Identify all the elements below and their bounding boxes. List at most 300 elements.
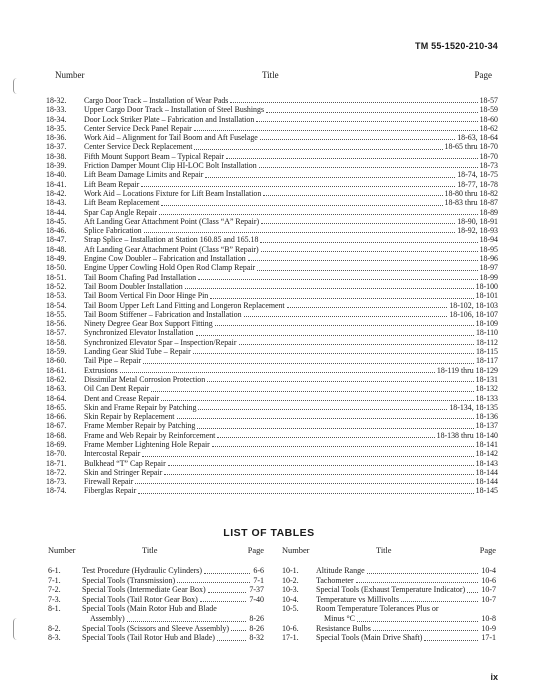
- figure-number: 18-49.: [46, 254, 67, 264]
- table-entry: [48, 624, 264, 634]
- tables-column-left: [48, 546, 264, 643]
- dot-leader: [205, 177, 455, 178]
- figure-page: 18-83 thru 18-87: [444, 198, 498, 208]
- figure-entry: [46, 273, 498, 282]
- figure-entry: [46, 384, 498, 393]
- figure-number: 18-58.: [46, 337, 67, 347]
- table-number: 7-2.: [48, 585, 61, 595]
- table-entry: [282, 633, 496, 643]
- figure-title: Fifth Mount Support Beam – Typical Repair: [84, 151, 225, 161]
- figure-entry: [46, 328, 498, 337]
- dot-leader: [239, 344, 474, 345]
- figure-page: 18-65 thru 18-70: [444, 142, 498, 152]
- figure-title: Work Aid – Locations Fixture for Lift Beam Installation: [84, 188, 262, 198]
- table-number: 7-3.: [48, 594, 61, 604]
- dot-leader: [217, 640, 246, 641]
- tables-right-title-header: Title: [376, 546, 392, 555]
- figure-title: Lift Beam Repair: [84, 179, 140, 189]
- dot-leader: [230, 102, 477, 103]
- figure-title: Cargo Door Track – Installation of Wear Pads: [84, 96, 229, 105]
- tables-left-header: [48, 546, 264, 558]
- figure-number: 18-69.: [46, 439, 67, 449]
- figure-number: 18-35.: [46, 123, 67, 133]
- figure-title: Dent and Crease Repair: [84, 393, 160, 403]
- figure-page: 18-89: [479, 207, 498, 217]
- table-title: Special Tools (Main Drive Shaft): [316, 633, 423, 643]
- dot-leader: [142, 456, 473, 457]
- table-number: 17-1.: [282, 633, 299, 643]
- figure-number: 18-41.: [46, 179, 67, 189]
- figure-entry: [46, 115, 498, 124]
- table-title-line: [82, 633, 264, 643]
- figure-page: 18-133: [475, 393, 498, 403]
- table-title-continuation-line: [316, 614, 496, 624]
- table-title: Special Tools (Intermediate Gear Box): [82, 585, 206, 595]
- table-page: 8-26: [249, 613, 264, 623]
- figure-title: Tail Boom Upper Left Land Fitting and Longeron Replacement: [84, 300, 285, 310]
- figure-title: Door Lock Striker Plate – Fabrication and Installation: [84, 114, 255, 124]
- dot-leader: [260, 242, 477, 243]
- figure-title: Dissimilar Metal Corrosion Protection: [84, 374, 206, 384]
- figure-page: 18-101: [475, 291, 498, 301]
- figure-page: 18-115: [475, 347, 498, 357]
- dot-leader: [144, 232, 456, 233]
- column-header-title: Title: [262, 70, 279, 80]
- figure-number: 18-61.: [46, 365, 67, 375]
- table-page: 10-9: [481, 623, 496, 633]
- table-title-line: [316, 624, 496, 634]
- binding-mark-top: [13, 78, 20, 94]
- table-title-line: [82, 624, 264, 634]
- dot-leader: [210, 298, 473, 299]
- figure-number: 18-34.: [46, 114, 67, 124]
- figure-page: 18-106, 18-107: [449, 309, 498, 319]
- figure-title: Work Aid – Alignment for Tail Boom and Aft Fuselage: [84, 133, 258, 143]
- table-title: Test Procedure (Hydraulic Cylinders): [82, 566, 203, 575]
- figure-page: 18-96: [479, 254, 498, 264]
- figure-number: 18-62.: [46, 374, 67, 384]
- figure-page: 18-138 thru 18-140: [436, 430, 498, 440]
- dot-leader: [261, 223, 455, 224]
- table-page: 6-6: [253, 566, 264, 575]
- figure-title: Tail Pipe – Repair: [84, 356, 142, 366]
- binding-mark-bottom: [13, 618, 20, 640]
- figure-title: Engine Upper Cowling Hold Open Rod Clamp Repair: [84, 263, 256, 273]
- dot-leader: [259, 167, 478, 168]
- figure-entry: [46, 310, 498, 319]
- figure-number: 18-66.: [46, 412, 67, 422]
- list-of-tables-heading: LIST OF TABLES: [223, 527, 315, 539]
- dot-leader: [287, 307, 448, 308]
- table-title-block: [316, 604, 496, 623]
- dot-leader: [231, 630, 246, 631]
- table-entry: [48, 566, 264, 576]
- figure-page: 18-112: [475, 337, 498, 347]
- dot-leader: [200, 601, 247, 602]
- dot-leader: [215, 325, 474, 326]
- table-page: 8-32: [249, 633, 264, 643]
- figure-number: 18-36.: [46, 133, 67, 143]
- dot-leader: [177, 418, 474, 419]
- table-page: 7-37: [249, 585, 264, 595]
- figure-title: Synchronized Elevator Installation: [84, 328, 194, 338]
- table-title-continuation-line: [82, 614, 264, 624]
- figure-page: 18-131: [475, 374, 498, 384]
- document-id: TM 55-1520-210-34: [415, 41, 498, 51]
- figure-number: 18-46.: [46, 226, 67, 236]
- figure-title: Tail Boom Vertical Fin Door Hinge Pin: [84, 291, 209, 301]
- figure-number: 18-54.: [46, 300, 67, 310]
- figure-number: 18-38.: [46, 151, 67, 161]
- table-page: 7-1: [253, 575, 264, 585]
- figure-number: 18-32.: [46, 96, 67, 105]
- figure-number: 18-73.: [46, 477, 67, 487]
- figure-number: 18-63.: [46, 384, 67, 394]
- table-title-continuation: Minus °C: [324, 613, 355, 623]
- figure-entry: [46, 198, 498, 207]
- dot-leader: [197, 428, 473, 429]
- figure-title: Tail Boom Stiffener – Fabrication and Installation: [84, 309, 242, 319]
- figure-page: 18-132: [475, 384, 498, 394]
- figure-number: 18-57.: [46, 328, 67, 338]
- figure-number: 18-33.: [46, 105, 67, 115]
- figure-number: 18-70.: [46, 449, 67, 459]
- table-title-line: [82, 576, 264, 586]
- dot-leader: [135, 483, 473, 484]
- table-number: 8-3.: [48, 633, 61, 643]
- figure-page: 18-73: [479, 161, 498, 171]
- figure-entry: [46, 133, 498, 142]
- figure-page: 18-63, 18-64: [457, 133, 498, 143]
- figure-number: 18-65.: [46, 402, 67, 412]
- table-title-line: [316, 595, 496, 605]
- figure-entry: [46, 459, 498, 468]
- figure-title: Aft Landing Gear Attachment Point (Class “A” Repair): [84, 216, 260, 226]
- page-folio: ix: [490, 672, 498, 682]
- table-number: 10-1.: [282, 566, 299, 575]
- figure-page: 18-136: [475, 412, 498, 422]
- figure-entry: [46, 152, 498, 161]
- table-title-block: [82, 604, 264, 623]
- figure-title: Frame Member Lightening Hole Repair: [84, 439, 210, 449]
- figure-entry: [46, 440, 498, 449]
- dot-leader: [357, 621, 478, 622]
- dot-leader: [226, 158, 478, 159]
- figure-entry: [46, 356, 498, 365]
- dot-leader: [266, 112, 478, 113]
- table-title-line: [316, 566, 496, 576]
- table-number: 7-1.: [48, 575, 61, 585]
- figure-entry: [46, 347, 498, 356]
- figure-title: Extrusions: [84, 365, 118, 375]
- dot-leader: [161, 205, 442, 206]
- table-title: Resistance Bulbs: [316, 623, 371, 633]
- figure-entry: [46, 486, 498, 495]
- figure-number: 18-50.: [46, 263, 67, 273]
- figure-number: 18-53.: [46, 291, 67, 301]
- figure-entry: [46, 254, 498, 263]
- figure-title: Bulkhead “T” Cap Repair: [84, 458, 166, 468]
- table-number: 6-1.: [48, 566, 61, 575]
- figure-entry: [46, 161, 498, 170]
- dot-leader: [193, 353, 474, 354]
- figure-page: 18-142: [475, 449, 498, 459]
- figure-page: 18-141: [475, 439, 498, 449]
- figure-title: Splice Fabrication: [84, 226, 142, 236]
- figure-number: 18-71.: [46, 458, 67, 468]
- dot-leader: [467, 592, 478, 593]
- dot-leader: [356, 582, 479, 583]
- figure-title: Firewall Repair: [84, 477, 134, 487]
- figure-entry: [46, 412, 498, 421]
- dot-leader: [217, 437, 434, 438]
- figure-title: Friction Damper Mount Clip HI-LOC Bolt Installation: [84, 161, 257, 171]
- table-title-line: [82, 566, 264, 576]
- figure-number: 18-44.: [46, 207, 67, 217]
- figure-entry: [46, 217, 498, 226]
- figure-page: 18-92, 18-93: [457, 226, 498, 236]
- figure-title: Landing Gear Skid Tube – Repair: [84, 347, 191, 357]
- table-number: 8-1.: [48, 604, 61, 614]
- figure-page: 18-62: [479, 123, 498, 133]
- column-header-number: Number: [55, 70, 85, 80]
- dot-leader: [194, 130, 478, 131]
- figure-entry: [46, 291, 498, 300]
- figure-title: Center Service Deck Panel Repair: [84, 123, 192, 133]
- figure-title: Lift Beam Replacement: [84, 198, 160, 208]
- figure-title: Strap Splice – Installation at Station 160.85 and 165.18: [84, 235, 259, 245]
- figure-entry: [46, 394, 498, 403]
- figure-page: 18-59: [479, 105, 498, 115]
- dot-leader: [248, 260, 478, 261]
- figure-entry: [46, 421, 498, 430]
- dot-leader: [127, 621, 247, 622]
- table-entry: [282, 585, 496, 595]
- figure-entry: [46, 180, 498, 189]
- dot-leader: [401, 601, 478, 602]
- figure-entry: [46, 431, 498, 440]
- figure-page: 18-74, 18-75: [457, 170, 498, 180]
- figure-number: 18-40.: [46, 170, 67, 180]
- dot-leader: [204, 573, 250, 574]
- table-title: Special Tools (Tail Rotor Gear Box): [82, 594, 198, 604]
- figure-title: Spar Cap Angle Repair: [84, 207, 157, 217]
- dot-leader: [244, 316, 448, 317]
- figure-page: 18-134, 18-135: [449, 402, 498, 412]
- figure-page: 18-77, 18-78: [457, 179, 498, 189]
- table-page: 10-8: [481, 613, 496, 623]
- table-title: Special Tools (Tail Rotor Hub and Blade): [82, 633, 215, 643]
- figure-page: 18-57: [479, 96, 498, 105]
- table-title-line: [316, 576, 496, 586]
- figure-title: Skin and Stringer Repair: [84, 467, 163, 477]
- figure-title: Oil Can Dent Repair: [84, 384, 150, 394]
- figure-number: 18-39.: [46, 161, 67, 171]
- tables-right-number-header: Number: [282, 546, 310, 555]
- dot-leader: [159, 214, 478, 215]
- figure-title: Tail Boom Doubler Installation: [84, 281, 183, 291]
- list-of-figures: [46, 96, 498, 496]
- table-title: Room Temperature Tolerances Plus or: [316, 604, 439, 614]
- table-title-line: [82, 595, 264, 605]
- figure-page: 18-97: [479, 263, 498, 273]
- figure-number: 18-45.: [46, 216, 67, 226]
- table-title: Special Tools (Transmission): [82, 575, 176, 585]
- table-number: 8-2.: [48, 623, 61, 633]
- dot-leader: [151, 391, 474, 392]
- figure-title: Ninety Degree Gear Box Support Fitting: [84, 319, 213, 329]
- table-page: 10-7: [481, 594, 496, 604]
- figure-page: 18-70: [479, 151, 498, 161]
- figure-title: Aft Landing Gear Attachment Point (Class “B” Repair): [84, 244, 259, 254]
- figure-entry: [46, 245, 498, 254]
- tables-left-number-header: Number: [48, 546, 76, 555]
- table-number: 10-6.: [282, 623, 299, 633]
- figure-page: 18-144: [475, 467, 498, 477]
- figure-entry: [46, 468, 498, 477]
- dot-leader: [208, 592, 247, 593]
- figure-entry: [46, 319, 498, 328]
- figure-number: 18-47.: [46, 235, 67, 245]
- dot-leader: [194, 149, 442, 150]
- dot-leader: [138, 493, 473, 494]
- table-page: 10-6: [481, 575, 496, 585]
- figure-page: 18-117: [475, 356, 498, 366]
- figure-number: 18-59.: [46, 347, 67, 357]
- figure-number: 18-64.: [46, 393, 67, 403]
- figure-entry: [46, 124, 498, 133]
- dot-leader: [207, 381, 473, 382]
- figure-entry: [46, 366, 498, 375]
- figure-number: 18-48.: [46, 244, 67, 254]
- figure-number: 18-67.: [46, 421, 67, 431]
- figure-page: 18-60: [479, 114, 498, 124]
- figure-number: 18-42.: [46, 188, 67, 198]
- figure-entry: [46, 189, 498, 198]
- figure-number: 18-72.: [46, 467, 67, 477]
- table-entry: [282, 576, 496, 586]
- table-number: 10-4.: [282, 594, 299, 604]
- figure-page: 18-137: [475, 421, 498, 431]
- figure-entry: [46, 226, 498, 235]
- table-number: 10-5.: [282, 604, 299, 614]
- dot-leader: [257, 270, 477, 271]
- table-entry: [282, 595, 496, 605]
- dot-leader: [373, 630, 478, 631]
- dot-leader: [256, 121, 477, 122]
- table-entry: [48, 633, 264, 643]
- figure-title: Skin Repair by Replacement: [84, 412, 175, 422]
- dot-leader: [212, 446, 474, 447]
- figure-page: 18-99: [479, 272, 498, 282]
- figure-page: 18-119 thru 18-129: [436, 365, 498, 375]
- table-title: Altitude Range: [316, 566, 365, 575]
- figure-number: 18-51.: [46, 272, 67, 282]
- figure-title: Synchronized Elevator Spar – Inspection/Repair: [84, 337, 237, 347]
- table-page: 10-4: [481, 566, 496, 575]
- dot-leader: [424, 640, 478, 641]
- figure-number: 18-52.: [46, 281, 67, 291]
- dot-leader: [263, 195, 442, 196]
- dot-leader: [198, 279, 477, 280]
- figure-entry: [46, 338, 498, 347]
- figure-number: 18-68.: [46, 430, 67, 440]
- figure-title: Skin and Frame Repair by Patching: [84, 402, 197, 412]
- figure-entry: [46, 403, 498, 412]
- tables-right-page-header: Page: [479, 546, 496, 555]
- figure-title: Tail Boom Chafing Pad Installation: [84, 272, 197, 282]
- table-title-continuation: Assembly): [90, 613, 125, 623]
- figure-page: 18-110: [475, 328, 498, 338]
- figure-entry: [46, 170, 498, 179]
- table-title: Special Tools (Scissors and Sleeve Assembly): [82, 623, 230, 633]
- table-number: 10-2.: [282, 575, 299, 585]
- figure-title: Upper Cargo Door Track – Installation of Steel Bushings: [84, 105, 265, 115]
- table-entry: [48, 604, 264, 623]
- table-page: 17-1: [481, 633, 496, 643]
- table-entry: [282, 604, 496, 623]
- table-number: 10-3.: [282, 585, 299, 595]
- table-entry: [48, 576, 264, 586]
- dot-leader: [196, 335, 474, 336]
- tables-right-list: [282, 566, 496, 643]
- dot-leader: [367, 573, 479, 574]
- figure-page: 18-80 thru 18-82: [444, 188, 498, 198]
- figure-title: Intercostal Repair: [84, 449, 141, 459]
- dot-leader: [261, 251, 478, 252]
- figure-entry: [46, 235, 498, 244]
- table-title: Tachometer: [316, 575, 354, 585]
- table-page: 8-26: [249, 623, 264, 633]
- dot-leader: [143, 363, 474, 364]
- dot-leader: [120, 372, 435, 373]
- table-page: 10-7: [481, 585, 496, 595]
- dot-leader: [260, 139, 455, 140]
- dot-leader: [177, 582, 250, 583]
- dot-leader: [168, 465, 474, 466]
- figure-entry: [46, 105, 498, 114]
- dot-leader: [141, 186, 455, 187]
- table-title-line: [82, 585, 264, 595]
- figure-page: 18-95: [479, 244, 498, 254]
- figure-entry: [46, 263, 498, 272]
- column-header-page: Page: [474, 70, 492, 80]
- table-title-line: [316, 585, 496, 595]
- figure-title: Fiberglas Repair: [84, 486, 137, 496]
- figure-page: 18-94: [479, 235, 498, 245]
- figure-page: 18-144: [475, 477, 498, 487]
- figure-page: 18-102, 18-103: [449, 300, 498, 310]
- figure-page: 18-145: [475, 486, 498, 496]
- tables-left-page-header: Page: [247, 546, 264, 555]
- figure-page: 18-109: [475, 319, 498, 329]
- figure-title: Engine Cow Doubler – Fabrication and Installation: [84, 254, 246, 264]
- table-entry: [282, 624, 496, 634]
- figure-entry: [46, 449, 498, 458]
- figure-title: Frame and Web Repair by Reinforcement: [84, 430, 216, 440]
- figure-entry: [46, 208, 498, 217]
- figure-number: 18-60.: [46, 356, 67, 366]
- figure-entry: [46, 375, 498, 384]
- table-title: Temperature vs Millivolts: [316, 594, 399, 604]
- tables-left-title-header: Title: [142, 546, 158, 555]
- dot-leader: [185, 288, 474, 289]
- figure-entry: [46, 96, 498, 105]
- figure-title: Center Service Deck Replacement: [84, 142, 193, 152]
- dot-leader: [198, 409, 447, 410]
- figure-entry: [46, 301, 498, 310]
- table-title-line: [316, 633, 496, 643]
